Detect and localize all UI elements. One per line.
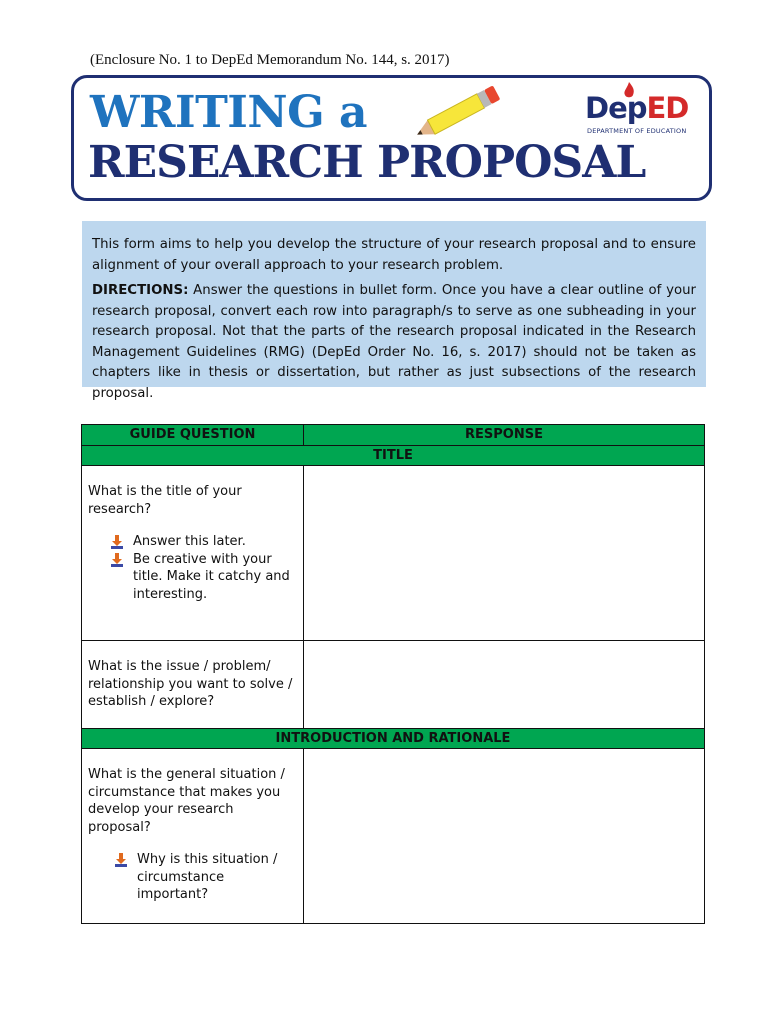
arrow-bullet-icon: [114, 853, 128, 867]
pencil-icon: [406, 84, 506, 144]
list-item: Answer this later.: [110, 533, 297, 551]
guide-table: [81, 424, 705, 924]
directions-text: Answer the questions in bullet form. Once you have a clear outline of your research proposal, convert each row into paragraph/s to serve as one subheading in your research proposal. Not that the parts of the research proposal indicated in the Research Management Guidelines (RMG) (DepEd Order No. 16, s. 2017) should not be taken as chapters like in thesis or dissertation, but rather as just subsections of the research proposal.: [92, 283, 696, 401]
guide-question-text: What is the issue / problem/ relationship you want to solve / establish / explore?: [88, 659, 293, 709]
directions-intro: This form aims to help you develop the structure of your research proposal and to ensure alignment of your overall approach to your research problem.: [92, 237, 696, 273]
logo-wordmark: DepED: [585, 91, 689, 125]
directions-paragraph: [92, 281, 696, 404]
guide-question-cell: [82, 641, 304, 729]
table-row: [82, 749, 705, 924]
guide-question-text: What is the title of your research?: [88, 484, 242, 517]
directions-box: [82, 221, 706, 401]
arrow-bullet-icon: [110, 553, 124, 567]
section-row-title: [82, 446, 705, 466]
column-header-guide-question: GUIDE QUESTION: [82, 425, 304, 446]
deped-logo: [581, 82, 693, 142]
table-header-row: [82, 425, 705, 446]
title-banner: [71, 75, 712, 201]
list-item: Be creative with your title. Make it catchy and interesting.: [110, 551, 297, 604]
guide-question-cell: [82, 466, 304, 641]
enclosure-note: (Enclosure No. 1 to DepEd Memorandum No. 144, s. 2017): [90, 52, 450, 68]
response-cell[interactable]: [304, 466, 705, 641]
banner-title-line1: WRITING a: [90, 87, 368, 138]
guide-question-cell: [82, 749, 304, 924]
section-label-introduction: INTRODUCTION AND RATIONALE: [82, 729, 705, 749]
table-row: [82, 641, 705, 729]
response-cell[interactable]: [304, 749, 705, 924]
hint-list: [88, 851, 297, 904]
column-header-response: RESPONSE: [304, 425, 705, 446]
directions-label: DIRECTIONS:: [92, 283, 189, 298]
banner-title-line2: RESEARCH PROPOSAL: [88, 137, 646, 188]
arrow-bullet-icon: [110, 535, 124, 549]
section-row-introduction: [82, 729, 705, 749]
table-row: [82, 466, 705, 641]
response-cell[interactable]: [304, 641, 705, 729]
list-item: Why is this situation / circumstance important?: [114, 851, 297, 904]
section-label-title: TITLE: [82, 446, 705, 466]
guide-question-text: What is the general situation / circumstance that makes you develop your research proposal?: [88, 767, 285, 835]
hint-list: [88, 533, 297, 603]
logo-subtext: DEPARTMENT OF EDUCATION: [587, 127, 687, 135]
